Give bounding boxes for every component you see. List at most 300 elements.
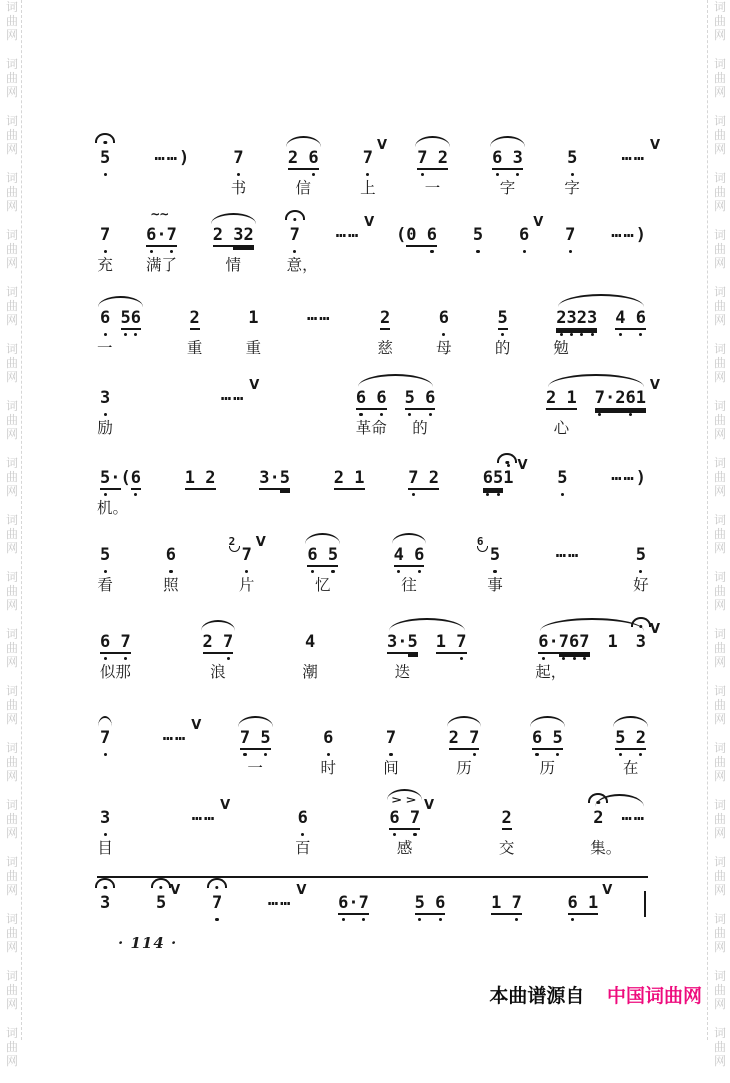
note-digit — [427, 148, 437, 168]
watermark-char: 词 — [713, 627, 726, 641]
low-octave-dot — [104, 753, 107, 756]
beam-group — [608, 632, 618, 652]
score-line-8 — [100, 712, 646, 777]
source-site-link[interactable]: 中国词曲网 — [606, 985, 702, 1007]
beam-group — [298, 808, 308, 828]
note-numbers — [307, 545, 338, 567]
note-cell — [519, 209, 544, 245]
beam-group — [212, 893, 222, 913]
note-group — [545, 372, 660, 437]
note-digit — [578, 893, 588, 913]
lyric: 往 — [401, 576, 417, 594]
note-cell — [608, 616, 618, 654]
beam-group — [259, 468, 280, 490]
low-octave-dot — [104, 833, 107, 836]
low-octave-dot — [227, 657, 230, 660]
note-numbers — [203, 632, 234, 654]
watermark-char: 曲 — [713, 413, 726, 427]
beam-group — [191, 805, 217, 828]
breath-mark: V — [376, 138, 387, 153]
note-digit: 6 — [323, 728, 333, 748]
note-digit — [626, 308, 636, 328]
note-numbers — [100, 632, 131, 654]
watermark-char: 词 — [5, 285, 18, 299]
note-group — [553, 292, 646, 357]
watermark-text — [4, 57, 20, 99]
note-digit: 1 — [607, 632, 618, 652]
note-numbers — [593, 808, 603, 828]
note-digit: 6 — [298, 808, 308, 828]
watermark-char: 词 — [5, 741, 18, 755]
note-cell — [408, 452, 439, 490]
beam-group — [203, 632, 234, 654]
watermark-char: 网 — [5, 256, 18, 270]
watermark-char: 曲 — [5, 242, 18, 256]
note-digit: 2 — [448, 728, 459, 748]
note-numbers — [473, 225, 483, 245]
score-line-2 — [97, 207, 646, 274]
watermark-char: 词 — [713, 342, 726, 356]
note-numbers — [387, 632, 418, 654]
note-digit: 2 — [615, 388, 626, 408]
lyric: 百 — [294, 839, 311, 857]
watermark-char: 曲 — [5, 299, 18, 313]
note-digit: … — [280, 890, 293, 910]
note-cell — [553, 292, 598, 357]
note-digit: … — [633, 145, 646, 165]
note-digit: 6 — [519, 225, 529, 245]
note-digit: 5 — [498, 308, 508, 328]
note-digit: … — [220, 385, 234, 405]
low-octave-dot — [497, 493, 500, 496]
note-digit: 7 — [242, 545, 252, 565]
low-octave-dot — [473, 753, 476, 756]
note-cell — [97, 452, 141, 517]
note-cell — [611, 452, 646, 488]
watermark-char: 词 — [5, 684, 18, 698]
note-digit: 5 — [490, 545, 500, 565]
watermark-char: 网 — [5, 769, 18, 783]
watermark-char: 网 — [713, 655, 726, 669]
note-digit: 3 — [387, 632, 398, 652]
low-octave-dot — [619, 753, 622, 756]
note-digit: 7 — [212, 893, 222, 913]
slur-arc — [530, 716, 565, 727]
note-digit: 7 — [240, 728, 250, 748]
beam-group — [491, 893, 522, 915]
note-digit: … — [611, 222, 624, 242]
fermata-icon — [497, 453, 517, 463]
beam-group — [386, 728, 396, 748]
beam-group — [323, 728, 333, 748]
watermark-char: 网 — [713, 769, 726, 783]
note-digit: 2 — [437, 148, 448, 168]
note-cell — [335, 209, 375, 245]
note-numbers — [389, 808, 420, 830]
note-numbers — [335, 222, 361, 245]
watermark-text — [712, 969, 728, 1011]
note-numbers — [100, 728, 110, 748]
beam-group — [615, 308, 646, 330]
note-digit: 3 — [100, 808, 110, 828]
low-octave-dot — [523, 250, 526, 253]
watermark-char: 网 — [713, 256, 726, 270]
note-cell — [202, 616, 234, 681]
beam-group — [408, 632, 418, 654]
fermata-icon — [285, 210, 305, 220]
watermark-char: 网 — [713, 142, 726, 156]
note-digit: 6 — [532, 728, 542, 748]
lyric: 片 — [238, 576, 255, 594]
lyric: 意， — [286, 256, 318, 274]
slur-arc — [286, 136, 321, 147]
watermark-text — [712, 627, 728, 669]
note-digit: 2 — [428, 468, 439, 488]
low-octave-dot — [535, 753, 538, 756]
note-cell — [228, 529, 266, 594]
beam-group — [248, 308, 258, 328]
note-digit: 5 — [552, 728, 562, 748]
note-digit: 6 — [338, 893, 348, 913]
note-cell — [404, 372, 436, 437]
watermark-text — [712, 741, 728, 783]
low-octave-dot — [442, 333, 445, 336]
watermark-text — [4, 513, 20, 555]
watermark-char: 词 — [713, 456, 726, 470]
low-octave-dot — [342, 918, 345, 921]
note-group — [387, 616, 467, 681]
beam-group — [100, 893, 110, 913]
note-numbers — [555, 542, 581, 565]
note-cell — [212, 209, 254, 274]
note-group — [590, 792, 646, 857]
watermark-text — [4, 342, 20, 384]
note-cell — [633, 529, 649, 594]
note-numbers — [621, 805, 646, 828]
slur-arc — [238, 716, 273, 727]
note-numbers — [556, 308, 597, 330]
watermark-char: 曲 — [713, 812, 726, 826]
note-numbers — [568, 893, 599, 915]
note-cell — [492, 132, 523, 197]
note-digit: 6 — [427, 225, 437, 245]
note-cell — [611, 209, 646, 245]
score-line-1 — [100, 132, 660, 197]
low-octave-dot — [170, 250, 173, 253]
beam-group — [242, 545, 252, 565]
note-digit: 1 — [184, 468, 195, 488]
watermark-char: 曲 — [713, 299, 726, 313]
lyric: 的 — [494, 339, 511, 357]
watermark-char: 词 — [713, 114, 726, 128]
note-digit: 5 — [100, 468, 110, 488]
score-line-5 — [97, 452, 646, 517]
note-digit — [446, 632, 456, 652]
watermark-char: 词 — [5, 1026, 18, 1040]
watermark-char: 网 — [713, 313, 726, 327]
watermark-char: 词 — [713, 684, 726, 698]
note-cell — [212, 877, 222, 913]
watermark-char: 词 — [713, 570, 726, 584]
lyric: 充 — [97, 256, 113, 274]
note-cell — [97, 292, 141, 357]
watermark-char: 网 — [713, 826, 726, 840]
note-numbers — [240, 728, 271, 750]
low-octave-dot — [104, 657, 107, 660]
beam-group — [595, 388, 646, 410]
low-octave-dot — [362, 918, 365, 921]
beam-group — [131, 468, 141, 490]
low-octave-dot — [418, 570, 421, 573]
note-digit: 3 — [513, 148, 523, 168]
note-digit — [502, 148, 512, 168]
note-digit: · — [604, 388, 616, 408]
note-digit: 6 — [414, 545, 424, 565]
beam-group — [559, 632, 569, 654]
beam-group — [280, 468, 290, 490]
low-octave-dot — [580, 333, 583, 336]
beam-group — [288, 148, 319, 170]
watermark-char: 词 — [5, 627, 18, 641]
beam-group — [334, 468, 365, 490]
lyric: 时 — [320, 759, 336, 777]
note-digit: 5 — [615, 728, 625, 748]
beam-group — [154, 145, 190, 168]
watermark-char: 网 — [713, 85, 726, 99]
watermark-text — [712, 456, 728, 498]
note-digit: 1 — [354, 468, 365, 488]
note-numbers — [338, 893, 369, 915]
note-digit: 5 — [557, 468, 567, 488]
slur-arc — [490, 136, 525, 147]
low-octave-dot — [439, 918, 442, 921]
low-octave-dot — [486, 493, 489, 496]
beam-group — [213, 225, 234, 247]
lyric: 看 — [97, 576, 113, 594]
beam-group — [389, 808, 420, 830]
watermark-char: 词 — [713, 741, 726, 755]
note-digit — [542, 728, 552, 748]
score-line-9 — [97, 792, 646, 857]
watermark-char: 网 — [713, 712, 726, 726]
lyric: 重 — [245, 339, 262, 357]
watermark-char: 曲 — [713, 185, 726, 199]
watermark-char: 曲 — [713, 584, 726, 598]
lyric: 母 — [436, 339, 452, 357]
note-digit: 3 — [100, 893, 111, 913]
beam-group — [490, 545, 500, 565]
note-cell — [621, 792, 646, 828]
lyric: 好 — [633, 576, 649, 594]
lyric: 字 — [564, 179, 580, 197]
note-numbers — [363, 148, 373, 168]
note-numbers — [162, 725, 188, 748]
note-digit — [213, 632, 223, 652]
watermark-text — [712, 0, 728, 42]
beam-group — [615, 728, 646, 750]
beam-group — [146, 225, 177, 247]
note-cell — [615, 292, 646, 330]
beam-group — [593, 808, 603, 828]
low-octave-dot — [569, 250, 572, 253]
lyric: 感 — [396, 839, 413, 857]
note-digit: · — [397, 632, 408, 652]
section-separator-line — [97, 876, 648, 878]
breath-mark: V — [533, 215, 544, 230]
note-cell — [615, 712, 646, 777]
beam-group — [100, 308, 121, 328]
note-numbers — [305, 632, 315, 652]
accent-icon: > — [390, 795, 402, 806]
watermark-char: 曲 — [713, 755, 726, 769]
lyric: 字 — [499, 179, 516, 197]
beam-group — [100, 545, 110, 565]
note-digit: 2 — [501, 808, 512, 828]
lyric: 历 — [539, 759, 556, 777]
note-cell — [100, 877, 110, 913]
slur-arc — [613, 716, 648, 727]
note-numbers — [415, 893, 446, 915]
note-numbers — [380, 308, 390, 330]
low-octave-dot — [124, 333, 127, 336]
note-digit: 4 — [394, 545, 404, 565]
watermark-char: 词 — [713, 969, 726, 983]
note-digit: 6 — [131, 468, 141, 488]
note-numbers — [100, 893, 110, 913]
low-octave-dot — [515, 918, 518, 921]
breath-mark: V — [255, 535, 266, 550]
note-digit — [344, 468, 354, 488]
note-digit: 3 — [567, 308, 577, 328]
watermark-char: 曲 — [713, 71, 726, 85]
watermark-char: 曲 — [713, 242, 726, 256]
watermark-char: 网 — [713, 1054, 726, 1068]
note-digit: 5 — [405, 388, 415, 408]
note-numbers — [334, 468, 365, 490]
watermark-char: 网 — [5, 199, 18, 213]
note-digit: 7 — [469, 728, 479, 748]
watermark-text — [4, 912, 20, 954]
note-digit: … — [621, 805, 634, 825]
watermark-text — [712, 399, 728, 441]
note-cell — [417, 132, 448, 197]
slur-arc — [98, 716, 112, 727]
note-numbers — [611, 222, 646, 245]
note-numbers — [483, 468, 514, 490]
note-numbers — [615, 308, 646, 330]
note-numbers — [417, 148, 448, 170]
watermark-char: 网 — [5, 1054, 18, 1068]
note-digit: 5 — [407, 632, 418, 652]
low-octave-dot — [104, 333, 107, 336]
note-numbers — [519, 225, 529, 245]
note-digit: 6 — [439, 308, 449, 328]
note-digit: 2 — [577, 308, 587, 328]
lyric: 起， — [535, 663, 567, 681]
note-digit: 6 — [146, 225, 156, 245]
watermark-char: 网 — [5, 427, 18, 441]
watermark-char: 曲 — [5, 71, 18, 85]
low-octave-dot — [134, 493, 137, 496]
watermark-char: 网 — [5, 940, 18, 954]
low-octave-dot — [397, 570, 400, 573]
breath-mark: V — [249, 378, 260, 393]
breath-mark: V — [364, 215, 375, 230]
beam-group — [473, 225, 483, 245]
note-cell — [567, 877, 613, 915]
note-numbers — [436, 632, 467, 654]
beam-group — [121, 308, 142, 330]
beam-group — [436, 632, 467, 654]
breath-mark: V — [649, 622, 660, 637]
score-line-4 — [97, 372, 660, 437]
low-octave-dot — [573, 657, 576, 660]
beam-group — [338, 893, 369, 915]
watermark-char: 网 — [5, 655, 18, 669]
note-digit — [298, 148, 308, 168]
note-digit: 1 — [566, 388, 577, 408]
note-digit: 2 — [333, 468, 344, 488]
note-cell — [259, 452, 290, 490]
note-cell — [230, 132, 247, 197]
note-numbers — [267, 890, 293, 913]
note-digit: … — [203, 805, 217, 825]
watermark-char: 词 — [713, 912, 726, 926]
watermark-char: 词 — [713, 798, 726, 812]
lyric: 一 — [247, 759, 263, 777]
fermata-icon — [207, 878, 227, 888]
note-digit: ( — [396, 225, 407, 245]
note-digit: … — [233, 385, 246, 405]
note-digit — [400, 808, 410, 828]
watermark-text — [4, 456, 20, 498]
note-digit: ) — [635, 468, 646, 488]
note-numbers — [220, 385, 246, 408]
watermark-char: 曲 — [5, 983, 18, 997]
low-octave-dot — [460, 657, 463, 660]
watermark-char: 词 — [713, 1026, 726, 1040]
note-digit: 7 — [579, 632, 589, 652]
note-digit: 2 — [593, 808, 604, 828]
note-digit: 6 — [425, 388, 435, 408]
note-digit: … — [567, 542, 581, 562]
watermark-text — [712, 684, 728, 726]
note-cell — [220, 372, 260, 408]
note-cell — [320, 712, 336, 777]
beam-group — [233, 225, 254, 247]
note-digit: 5 — [121, 308, 131, 328]
note-digit: 6 — [376, 388, 386, 408]
note-numbers — [100, 808, 110, 828]
beam-group — [233, 148, 243, 168]
note-numbers — [405, 388, 436, 410]
beam-group — [363, 148, 373, 168]
lyric: 浪 — [210, 663, 226, 681]
low-octave-dot — [169, 570, 172, 573]
note-digit: … — [319, 305, 332, 325]
note-numbers — [100, 308, 141, 330]
note-digit: 2 — [189, 308, 200, 328]
low-octave-dot — [408, 413, 411, 416]
note-numbers — [288, 148, 319, 170]
breath-mark: V — [296, 883, 307, 898]
beam-group — [636, 545, 646, 565]
beam-group — [555, 542, 581, 565]
left-dashed-border — [21, 0, 22, 1040]
watermark-char: 词 — [713, 513, 726, 527]
watermark-text — [712, 855, 728, 897]
note-digit: 6 — [569, 632, 579, 652]
